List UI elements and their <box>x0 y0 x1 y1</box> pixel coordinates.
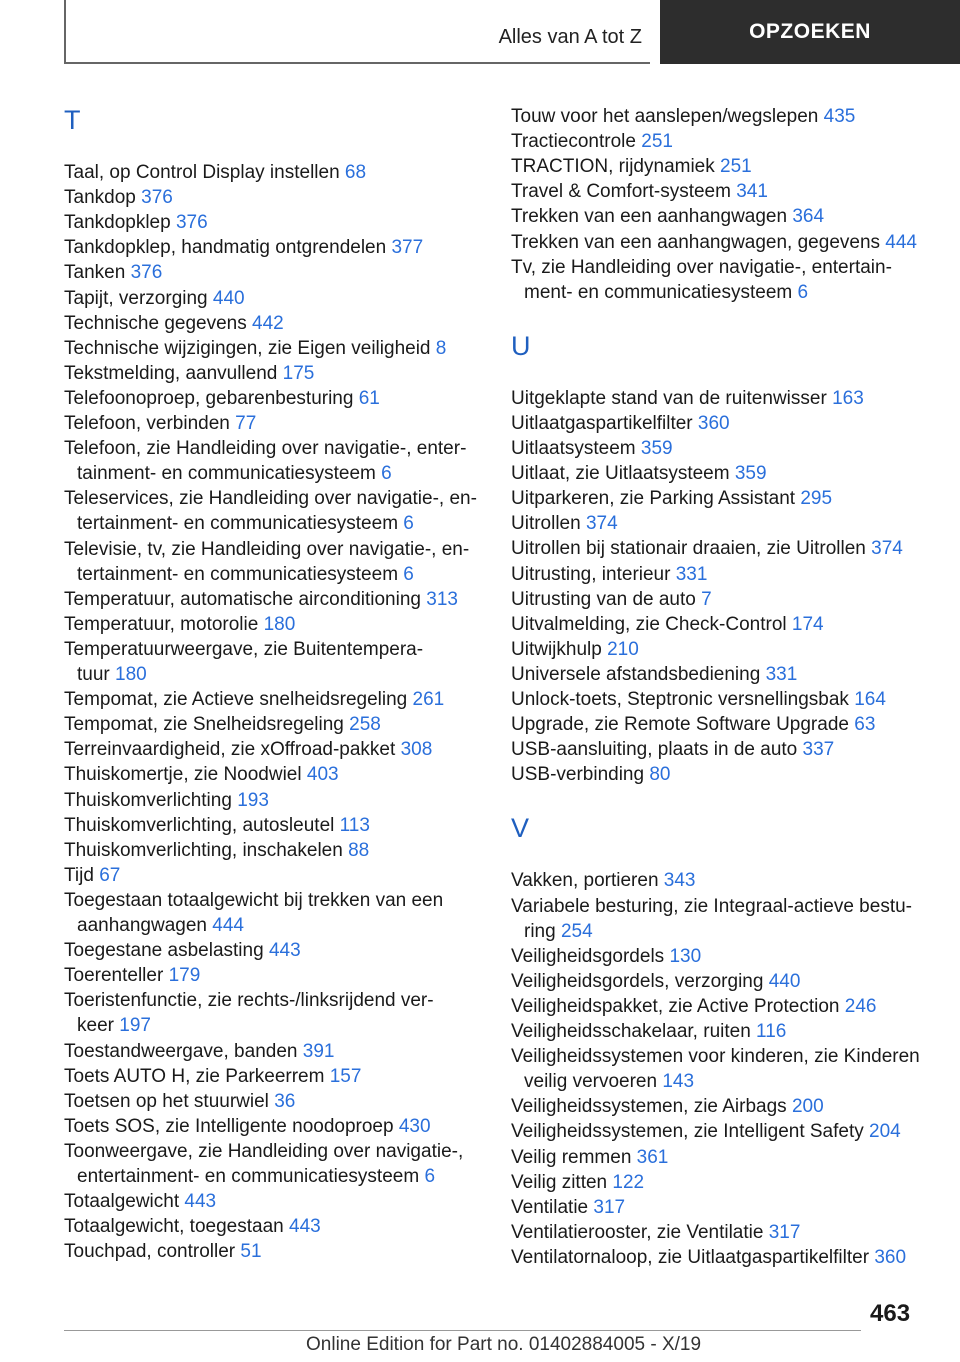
index-entry[interactable] <box>64 712 381 737</box>
index-entry[interactable] <box>511 762 671 787</box>
page-link[interactable]: 77 <box>235 413 257 434</box>
entry-text: Thuiskomverlichting, autosleutel <box>64 814 335 836</box>
header-underline <box>64 62 650 64</box>
page-link[interactable]: 376 <box>175 212 208 234</box>
entry-text: Toerenteller <box>64 965 164 987</box>
page-link[interactable]: 440 <box>212 287 245 309</box>
entry-text: Tankdopklep <box>64 212 171 234</box>
page-link[interactable]: 6 <box>797 281 809 303</box>
entry-text: Unlock-toets, Steptronic versnellingsbak <box>511 689 849 710</box>
index-entry[interactable] <box>64 637 423 687</box>
page-link[interactable]: 164 <box>854 689 886 710</box>
page-link[interactable]: 251 <box>641 131 673 153</box>
entry-text: Trekken van een aanhangwagen, gegevens <box>511 231 881 253</box>
index-entry[interactable] <box>64 260 162 285</box>
entry-text-continued: tainment- en communicatiesysteem <box>77 463 376 485</box>
entry-text-continued: ring <box>524 920 556 942</box>
entry-text: Touchpad, controller <box>64 1241 236 1263</box>
index-entry[interactable] <box>64 1214 321 1239</box>
page-link[interactable]: 68 <box>344 162 367 183</box>
page-link[interactable]: 391 <box>302 1040 335 1062</box>
page-link[interactable]: 6 <box>424 1165 436 1187</box>
entry-text: Toestandweergave, banden <box>64 1040 298 1062</box>
index-entry[interactable] <box>511 712 875 737</box>
index-entry[interactable] <box>511 1195 625 1220</box>
entry-text: Trekken van een aanhangwagen <box>511 206 788 228</box>
entry-text: USB-aansluiting, plaats in de auto <box>511 739 798 761</box>
page-link[interactable]: 67 <box>99 864 121 886</box>
entry-text: Universele afstandsbediening <box>511 663 761 685</box>
entry-text: Veilig zitten <box>511 1171 608 1193</box>
entry-text: Thuiskomverlichting, inschakelen <box>64 839 343 861</box>
entry-text-continued: tertainment- en communicatiesysteem <box>77 563 399 585</box>
index-entry[interactable] <box>64 687 444 712</box>
index-entry[interactable] <box>511 486 832 511</box>
index-entry[interactable] <box>511 1170 644 1195</box>
index-entry[interactable] <box>64 411 256 436</box>
page-link[interactable]: 88 <box>348 839 370 861</box>
index-entry[interactable] <box>64 210 208 235</box>
page-link[interactable]: 374 <box>871 538 903 560</box>
page-link[interactable]: 7 <box>701 588 712 610</box>
entry-text: Uitparkeren, zie Parking Assistant <box>511 488 796 510</box>
page-link[interactable]: 376 <box>130 262 163 284</box>
entry-text: Uitrollen bij stationair draaien, zie Uitrollen <box>511 538 866 560</box>
index-entry[interactable] <box>64 336 446 361</box>
search-button[interactable]: OPZOEKEN <box>660 0 960 64</box>
entry-text: Teleservices, zie Handleiding over navigatie-, en- <box>64 488 477 510</box>
index-entry[interactable] <box>64 838 369 863</box>
entry-text: Technische wijzigingen, zie Eigen veiligheid <box>64 337 431 359</box>
index-entry[interactable] <box>64 938 301 963</box>
page-link[interactable]: 295 <box>800 488 833 510</box>
entry-text: Veiligheidssystemen voor kinderen, zie Kinderen <box>511 1046 920 1068</box>
entry-text: Touw voor het aanslepen/wegslepen <box>511 106 819 127</box>
index-entry[interactable] <box>64 1064 361 1089</box>
entry-text: Tempomat, zie Actieve snelheidsregeling <box>64 689 408 711</box>
entry-text: Tanken <box>64 262 126 284</box>
page-link[interactable]: 341 <box>736 181 768 203</box>
entry-text: Veiligheidspakket, zie Active Protection <box>511 995 840 1017</box>
entry-text: Temperatuurweergave, zie Buitentempera- <box>64 638 424 660</box>
index-entry[interactable] <box>64 612 295 637</box>
entry-text: Ventilatie <box>511 1196 589 1218</box>
index-entry[interactable] <box>64 888 443 938</box>
entry-text: Toetsen op het stuurwiel <box>64 1090 269 1112</box>
entry-text: Tractiecontrole <box>511 131 636 153</box>
entry-text: Tapijt, verzorging <box>64 287 208 309</box>
page-link[interactable]: 204 <box>869 1121 901 1143</box>
index-entry[interactable] <box>511 536 903 561</box>
page-link[interactable]: 443 <box>184 1191 217 1213</box>
entry-text: Variabele besturing, zie Integraal-actieve bestu- <box>511 895 912 917</box>
index-entry[interactable] <box>511 587 712 612</box>
page-link[interactable]: 359 <box>640 438 673 459</box>
page-link[interactable]: 180 <box>263 613 296 635</box>
page-link[interactable]: 331 <box>675 563 708 585</box>
entry-text: Uitrollen <box>511 513 581 535</box>
entry-text: Uitvalmelding, zie Check-Control <box>511 613 787 635</box>
index-entry[interactable] <box>511 737 834 762</box>
entry-text: USB-verbinding <box>511 764 645 786</box>
entry-text: Tempomat, zie Snelheidsregeling <box>64 714 344 736</box>
index-entry[interactable] <box>64 813 370 838</box>
page-link[interactable]: 80 <box>649 764 671 786</box>
page-link[interactable]: 6 <box>403 513 414 535</box>
entry-text: Thuiskomertje, zie Noodwiel <box>64 764 302 786</box>
entry-text: Toeristenfunctie, zie rechts-/linksrijdend ver- <box>64 990 434 1012</box>
entry-text: Veiligheidsgordels <box>511 945 665 967</box>
index-entry[interactable] <box>64 1039 334 1064</box>
entry-text: Technische gegevens <box>64 312 247 334</box>
entry-text: Temperatuur, automatische airconditioning <box>64 588 421 610</box>
index-entry[interactable] <box>511 411 730 436</box>
edition-label: Online Edition for Part no. 01402884005 - X/19 <box>306 1334 702 1355</box>
index-entry[interactable] <box>64 1239 262 1264</box>
entry-text-continued: keer <box>77 1015 114 1037</box>
page-link[interactable]: 403 <box>306 764 339 786</box>
index-entry[interactable] <box>511 1119 901 1144</box>
entry-text: Toegestane asbelasting <box>64 940 264 962</box>
page-link[interactable]: 6 <box>381 463 392 485</box>
page-number: 463 <box>870 1300 911 1327</box>
index-entry[interactable] <box>64 963 200 988</box>
index-entry[interactable] <box>511 154 752 179</box>
index-entry[interactable] <box>64 788 269 813</box>
page-link[interactable]: 122 <box>612 1171 645 1193</box>
index-entry[interactable] <box>511 1044 920 1094</box>
index-entry[interactable] <box>64 587 458 612</box>
page-link[interactable]: 246 <box>844 995 877 1017</box>
page-link[interactable]: 180 <box>115 663 147 685</box>
index-entry[interactable] <box>511 894 912 944</box>
index-entry[interactable] <box>64 1139 463 1189</box>
page-link[interactable]: 143 <box>662 1071 695 1093</box>
page-link[interactable]: 197 <box>119 1015 151 1037</box>
entry-text: Televisie, tv, zie Handleiding over navigatie-, en- <box>64 538 470 560</box>
entry-text: Totaalgewicht, toegestaan <box>64 1216 284 1238</box>
page-link[interactable]: 443 <box>268 940 301 962</box>
index-entry[interactable] <box>511 662 797 687</box>
page-link[interactable]: 116 <box>756 1021 787 1042</box>
page-link[interactable]: 360 <box>697 412 730 434</box>
page-link[interactable]: 193 <box>237 789 269 811</box>
page-link[interactable]: 359 <box>734 463 767 485</box>
entry-text: Uitlaat, zie Uitlaatsysteem <box>511 463 730 485</box>
entry-text: Veiligheidsschakelaar, ruiten <box>511 1021 751 1042</box>
page-link[interactable]: 443 <box>289 1216 321 1238</box>
entry-text: Veiligheidssystemen, zie Intelligent Safety <box>511 1121 864 1143</box>
page-link[interactable]: 430 <box>398 1115 431 1137</box>
index-entry[interactable] <box>64 988 434 1038</box>
index-entry[interactable] <box>64 160 366 185</box>
entry-text: Toets SOS, zie Intelligente noodoproep <box>64 1115 394 1137</box>
page-link[interactable]: 444 <box>885 231 917 253</box>
page-link[interactable]: 251 <box>720 156 752 178</box>
page-link[interactable]: 200 <box>791 1096 824 1118</box>
section-letter: T <box>64 105 81 135</box>
page-link[interactable]: 174 <box>791 613 824 635</box>
index-entry[interactable] <box>511 386 864 411</box>
page-link[interactable]: 61 <box>358 387 380 409</box>
entry-text: Ventilatornaloop, zie Uitlaatgaspartikelfilter <box>511 1246 870 1268</box>
index-entry[interactable] <box>511 637 639 662</box>
index-entry[interactable] <box>511 230 917 255</box>
entry-text: Tijd <box>64 864 94 886</box>
index-entry[interactable] <box>64 1089 295 1114</box>
page-link[interactable]: 317 <box>593 1196 626 1218</box>
page-link[interactable]: 6 <box>403 563 414 585</box>
index-entry[interactable] <box>511 436 673 461</box>
index-entry[interactable] <box>64 537 469 587</box>
index-entry[interactable] <box>511 562 707 587</box>
index-entry[interactable] <box>64 863 120 888</box>
entry-text: Vakken, portieren <box>511 870 659 892</box>
entry-text: Tankdopklep, handmatig ontgrendelen <box>64 237 387 259</box>
entry-text: Uitgeklapte stand van de ruitenwisser <box>511 387 827 409</box>
page-link[interactable]: 440 <box>768 970 801 992</box>
entry-text: Veilig remmen <box>511 1146 632 1168</box>
index-entry[interactable] <box>64 737 432 762</box>
index-entry[interactable] <box>511 1220 800 1245</box>
entry-text: Tankdop <box>64 187 136 209</box>
entry-text: Ventilatierooster, zie Ventilatie <box>511 1221 764 1243</box>
entry-text: Thuiskomverlichting <box>64 789 232 811</box>
page-link[interactable]: 364 <box>792 206 825 228</box>
entry-text: Toets AUTO H, zie Parkeerrem <box>64 1065 325 1087</box>
page-link[interactable]: 175 <box>282 362 315 384</box>
page-link[interactable]: 435 <box>823 106 856 127</box>
index-entry[interactable] <box>64 486 477 536</box>
entry-text: Uitlaatgaspartikelfilter <box>511 412 693 434</box>
page-link[interactable]: 51 <box>240 1241 262 1263</box>
page-link[interactable]: 163 <box>832 387 864 409</box>
index-entry[interactable] <box>64 185 173 210</box>
entry-text: Veiligheidssystemen, zie Airbags <box>511 1096 787 1118</box>
index-entry[interactable] <box>64 436 466 486</box>
page-link[interactable]: 374 <box>585 513 618 535</box>
entry-text-continued: ment- en communicatiesysteem <box>524 281 793 303</box>
index-entry[interactable] <box>511 1245 906 1270</box>
entry-text-continued: veilig vervoeren <box>524 1071 658 1093</box>
index-entry[interactable] <box>511 612 824 637</box>
page-link[interactable]: 157 <box>329 1065 362 1087</box>
page-link[interactable]: 313 <box>426 588 458 610</box>
index-entry[interactable] <box>511 687 886 712</box>
page-link[interactable]: 261 <box>412 689 445 711</box>
page-link[interactable]: 210 <box>607 638 639 660</box>
index-entry[interactable] <box>64 235 423 260</box>
index-entry[interactable] <box>511 1019 786 1044</box>
page-link[interactable]: 113 <box>339 814 370 836</box>
index-entry[interactable] <box>511 969 800 994</box>
page-link[interactable]: 331 <box>765 663 798 685</box>
entry-text: Tv, zie Handleiding over navigatie-, entertain- <box>511 256 892 278</box>
entry-text: TRACTION, rijdynamiek <box>511 156 715 178</box>
entry-text-continued: aanhangwagen <box>77 914 207 936</box>
entry-text: Uitrusting van de auto <box>511 588 696 610</box>
index-entry[interactable] <box>511 994 876 1019</box>
page-link[interactable]: 376 <box>141 187 173 209</box>
page-link[interactable]: 8 <box>435 337 447 359</box>
page-link[interactable]: 179 <box>168 965 201 987</box>
header-divider <box>64 0 66 62</box>
index-entry[interactable] <box>64 361 314 386</box>
index-entry[interactable] <box>64 311 284 336</box>
index-entry[interactable] <box>64 762 339 787</box>
entry-text: Veiligheidsgordels, verzorging <box>511 970 764 992</box>
entry-text: Telefoonoproep, gebarenbesturing <box>64 387 354 409</box>
entry-text: Telefoon, zie Handleiding over navigatie-, enter- <box>64 438 467 460</box>
entry-text: Upgrade, zie Remote Software Upgrade <box>511 714 849 736</box>
section-letter: V <box>511 813 530 844</box>
index-entry[interactable] <box>511 179 768 204</box>
entry-text: Terreinvaardigheid, zie xOffroad-pakket <box>64 739 396 761</box>
section-title[interactable]: Alles van A tot Z <box>498 26 642 48</box>
entry-text: Totaalgewicht <box>64 1191 180 1213</box>
page-link[interactable]: 377 <box>391 237 424 259</box>
index-entry[interactable] <box>64 386 380 411</box>
entry-text: Toegestaan totaalgewicht bij trekken van een <box>64 889 444 911</box>
footer-divider <box>64 1330 861 1331</box>
page-link[interactable]: 36 <box>274 1090 296 1112</box>
entry-text: Toonweergave, zie Handleiding over navigatie-, <box>64 1140 464 1162</box>
page-link[interactable]: 130 <box>669 945 702 967</box>
page-link[interactable]: 361 <box>636 1146 669 1168</box>
index-entry[interactable] <box>511 255 892 305</box>
index-entry[interactable] <box>511 1094 824 1119</box>
page-link[interactable]: 337 <box>802 739 835 761</box>
index-entry[interactable] <box>511 104 855 129</box>
section-letter: U <box>511 330 531 361</box>
entry-text-continued: tuur <box>77 663 110 685</box>
page-link[interactable]: 442 <box>252 312 284 334</box>
entry-text: Uitwijkhulp <box>511 638 602 660</box>
index-entry[interactable] <box>511 511 618 536</box>
entry-text: Tekstmelding, aanvullend <box>64 362 278 384</box>
index-entry[interactable] <box>511 204 824 229</box>
entry-text: Telefoon, verbinden <box>64 413 230 434</box>
entry-text: Travel & Comfort-systeem <box>511 181 731 203</box>
page-link[interactable]: 444 <box>212 914 244 936</box>
index-entry[interactable] <box>64 1114 431 1139</box>
entry-text-continued: tertainment- en communicatiesysteem <box>77 513 399 535</box>
page-link[interactable]: 360 <box>874 1246 907 1268</box>
index-entry[interactable] <box>511 1145 668 1170</box>
index-entry[interactable] <box>64 1189 216 1214</box>
index-entry[interactable] <box>511 461 767 486</box>
page-link[interactable]: 308 <box>400 739 433 761</box>
entry-text: Taal, op Control Display instellen <box>64 162 340 183</box>
entry-text: Uitrusting, interieur <box>511 563 671 585</box>
page-link[interactable]: 258 <box>349 714 381 736</box>
page-link[interactable]: 343 <box>663 870 696 892</box>
index-entry[interactable] <box>64 286 245 311</box>
entry-text: Temperatuur, motorolie <box>64 613 259 635</box>
index-entry[interactable] <box>511 944 701 969</box>
page-link[interactable]: 317 <box>768 1221 801 1243</box>
index-entry[interactable] <box>511 868 696 893</box>
index-entry[interactable] <box>511 129 673 154</box>
entry-text-continued: entertainment- en communicatiesysteem <box>77 1165 420 1187</box>
entry-text: Uitlaatsysteem <box>511 438 636 459</box>
page-link[interactable]: 254 <box>560 920 593 942</box>
page-link[interactable]: 63 <box>854 714 876 736</box>
